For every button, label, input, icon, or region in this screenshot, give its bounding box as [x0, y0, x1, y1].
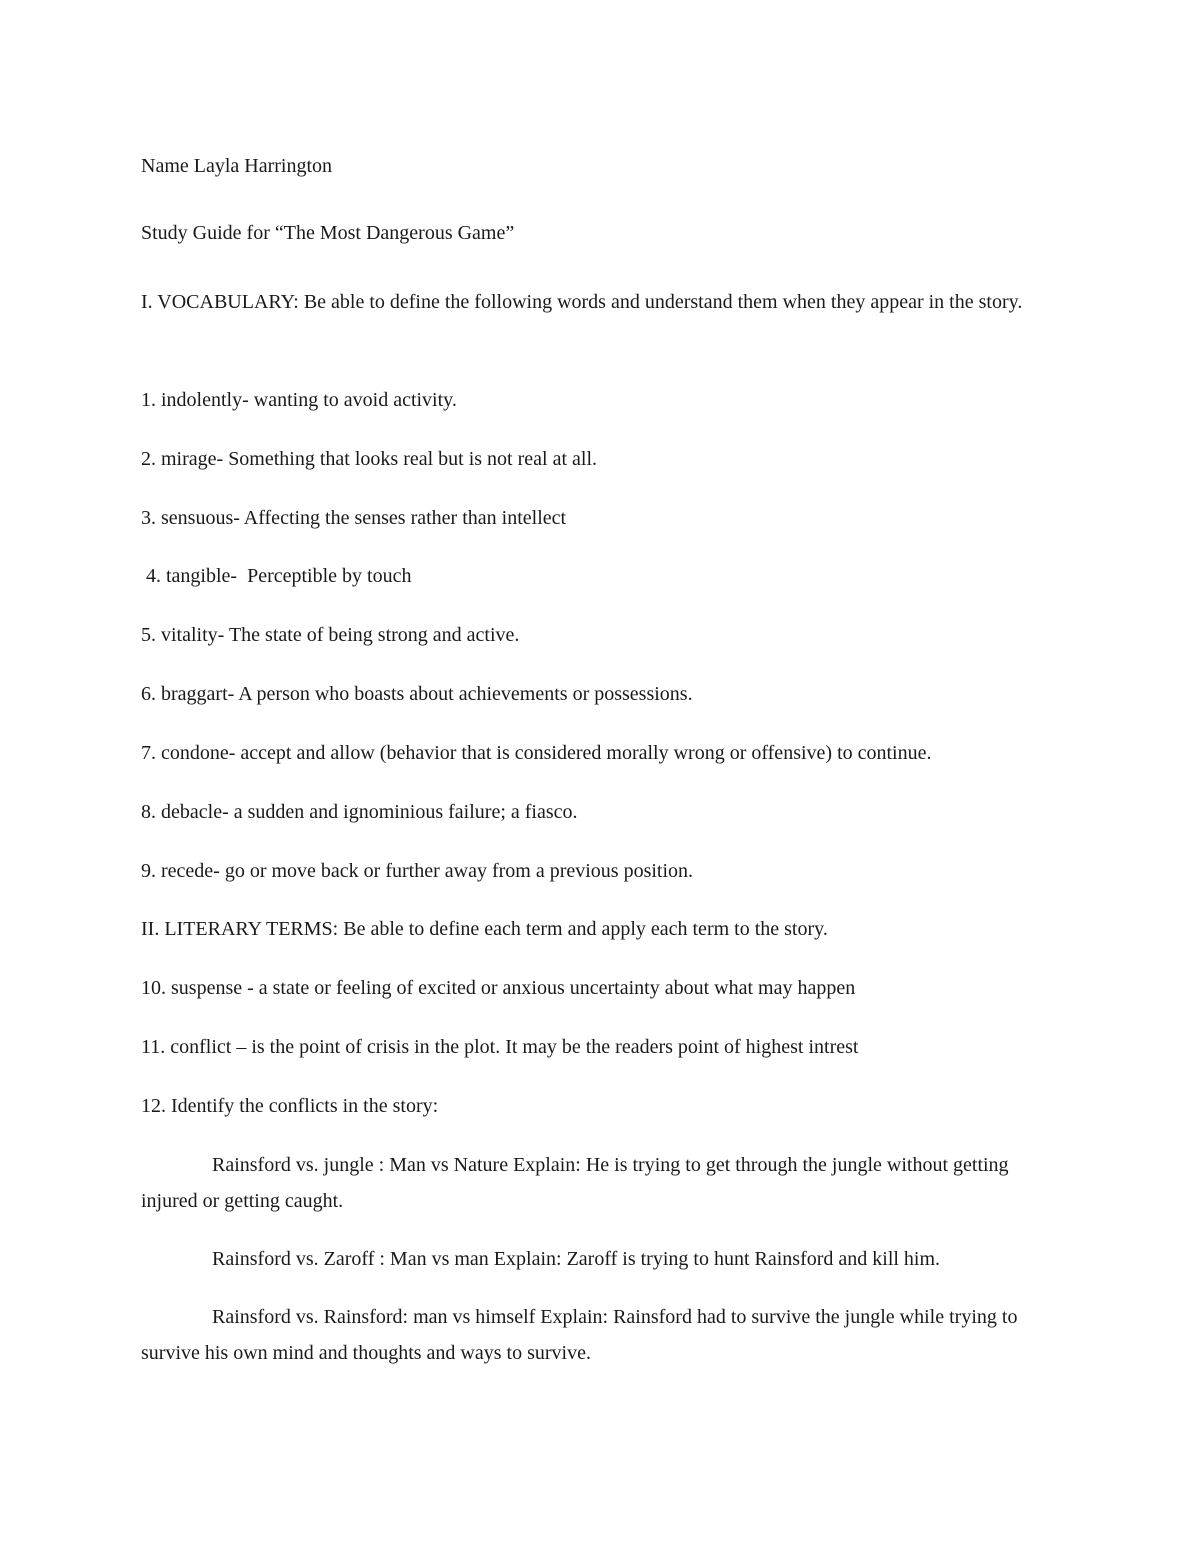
vocab-item-2: 2. mirage- Something that looks real but is not real at all.: [141, 448, 598, 470]
literary-term-12: 12. Identify the conflicts in the story:: [141, 1095, 439, 1117]
document-title: Study Guide for “The Most Dangerous Game”: [141, 222, 515, 244]
vocab-item-4: 4. tangible- Perceptible by touch: [141, 565, 412, 587]
conflict-jungle: Rainsford vs. jungle : Man vs Nature Explain: He is trying to get through the jungle without getting injured or getting caught.: [141, 1154, 1009, 1212]
vocabulary-heading: I. VOCABULARY: Be able to define the following words and understand them when they appear in the story.: [141, 291, 1023, 313]
literary-term-11: 11. conflict – is the point of crisis in the plot. It may be the readers point of highest intrest: [141, 1036, 859, 1058]
vocab-item-3: 3. sensuous- Affecting the senses rather than intellect: [141, 507, 567, 529]
conflict-zaroff: Rainsford vs. Zaroff : Man vs man Explain: Zaroff is trying to hunt Rainsford and kill him.: [212, 1248, 941, 1270]
literary-terms-heading: II. LITERARY TERMS: Be able to define each term and apply each term to the story.: [141, 918, 828, 940]
vocab-item-7: 7. condone- accept and allow (behavior that is considered morally wrong or offensive) to continue.: [141, 742, 932, 764]
vocab-item-1: 1. indolently- wanting to avoid activity.: [141, 389, 457, 411]
vocab-item-5: 5. vitality- The state of being strong and active.: [141, 624, 520, 646]
vocab-item-8: 8. debacle- a sudden and ignominious failure; a fiasco.: [141, 801, 578, 823]
vocab-item-6: 6. braggart- A person who boasts about achievements or possessions.: [141, 683, 693, 705]
literary-term-10: 10. suspense - a state or feeling of excited or anxious uncertainty about what may happen: [141, 977, 856, 999]
student-name: Name Layla Harrington: [141, 155, 333, 177]
vocab-item-9: 9. recede- go or move back or further away from a previous position.: [141, 860, 694, 882]
conflict-himself: Rainsford vs. Rainsford: man vs himself Explain: Rainsford had to survive the jungle while trying to survive his own mind and thoughts and ways to survive.: [141, 1306, 1018, 1364]
